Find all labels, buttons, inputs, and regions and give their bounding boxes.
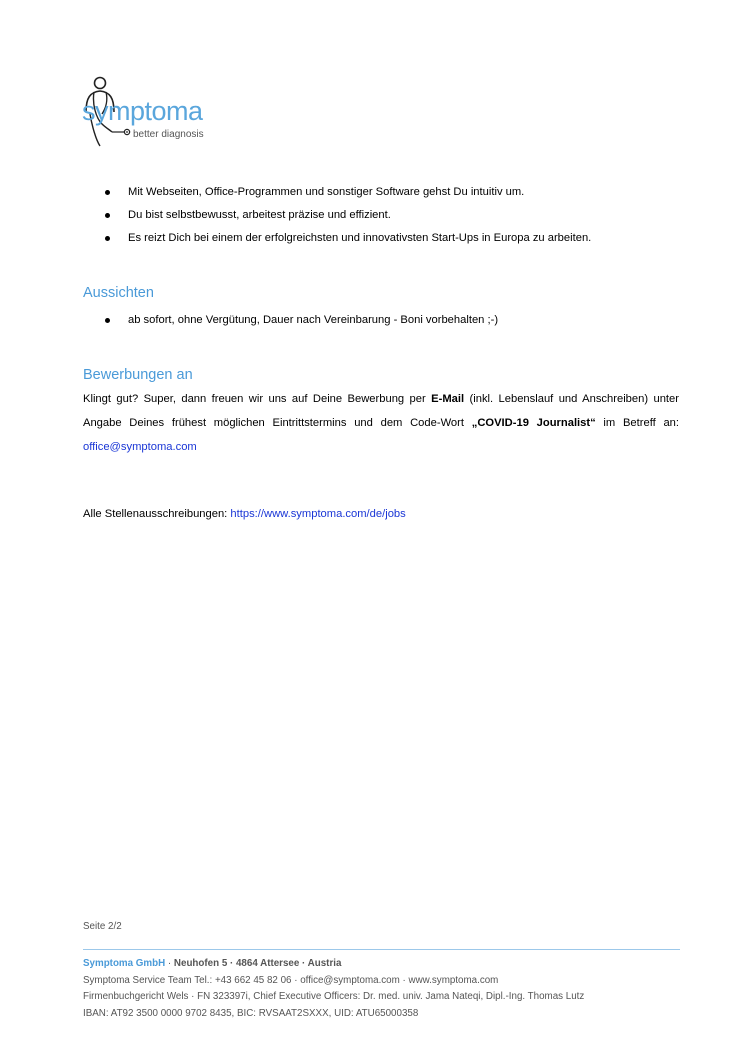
- footer-separator: ·: [165, 958, 174, 969]
- jobs-paragraph: [83, 502, 679, 526]
- list-item: Es reizt Dich bei einem der erfolgreichsten und innovativsten Start-Ups in Europa zu arbeiten.: [104, 227, 591, 250]
- code-word: „COVID-19 Journalist“: [471, 417, 596, 429]
- footer-company: Symptoma GmbH: [83, 958, 166, 969]
- footer-line-1: [83, 956, 584, 973]
- footer-divider: [83, 949, 680, 950]
- application-text: im Betreff an:: [595, 417, 680, 429]
- section-heading-prospects: Aussichten: [83, 285, 154, 301]
- prospects-bullet-list: [104, 309, 498, 332]
- footer-line-4: IBAN: AT92 3500 0000 9702 8435, BIC: RVSAAT2SXXX, UID: ATU65000358: [83, 1007, 419, 1019]
- jobs-link[interactable]: https://www.symptoma.com/de/jobs: [230, 508, 406, 520]
- application-text: Klingt gut? Super, dann freuen wir uns auf Deine Bewerbung per: [83, 393, 432, 405]
- footer: [83, 956, 584, 1022]
- logo-tagline: better diagnosis: [133, 129, 204, 140]
- jobs-label: Alle Stellenausschreibungen:: [83, 508, 231, 520]
- footer-line-3: Firmenbuchgericht Wels · FN 323397i, Chief Executive Officers: Dr. med. univ. Jama Nateqi, Dipl.-Ing. Thomas Lutz: [83, 991, 585, 1002]
- email-emphasis: E-Mail: [431, 393, 465, 405]
- footer-address: Neuhofen 5 · 4864 Attersee · Austria: [173, 958, 342, 969]
- footer-line-2: Symptoma Service Team Tel.: +43 662 45 82 06 · office@symptoma.com · www.symptoma.com: [83, 974, 499, 986]
- list-item: ab sofort, ohne Vergütung, Dauer nach Vereinbarung - Boni vorbehalten ;-): [104, 309, 498, 332]
- page-number: Seite 2/2: [83, 921, 122, 932]
- email-link[interactable]: office@symptoma.com: [83, 441, 197, 453]
- application-text: (inkl. Lebenslauf und Anschreiben) unter Angabe Deines frühest möglichen Eintrittstermins und dem Code-Wort: [83, 393, 679, 429]
- logo-wordmark: symptoma: [82, 96, 203, 126]
- list-item: Du bist selbstbewusst, arbeitest präzise und effizient.: [104, 204, 591, 227]
- section-heading-applications: Bewerbungen an: [83, 367, 193, 383]
- list-item: Mit Webseiten, Office-Programmen und sonstiger Software gehst Du intuitiv um.: [104, 181, 591, 204]
- profile-bullet-list: [104, 181, 591, 250]
- symptoma-logo: [80, 74, 215, 152]
- application-paragraph: [83, 387, 679, 459]
